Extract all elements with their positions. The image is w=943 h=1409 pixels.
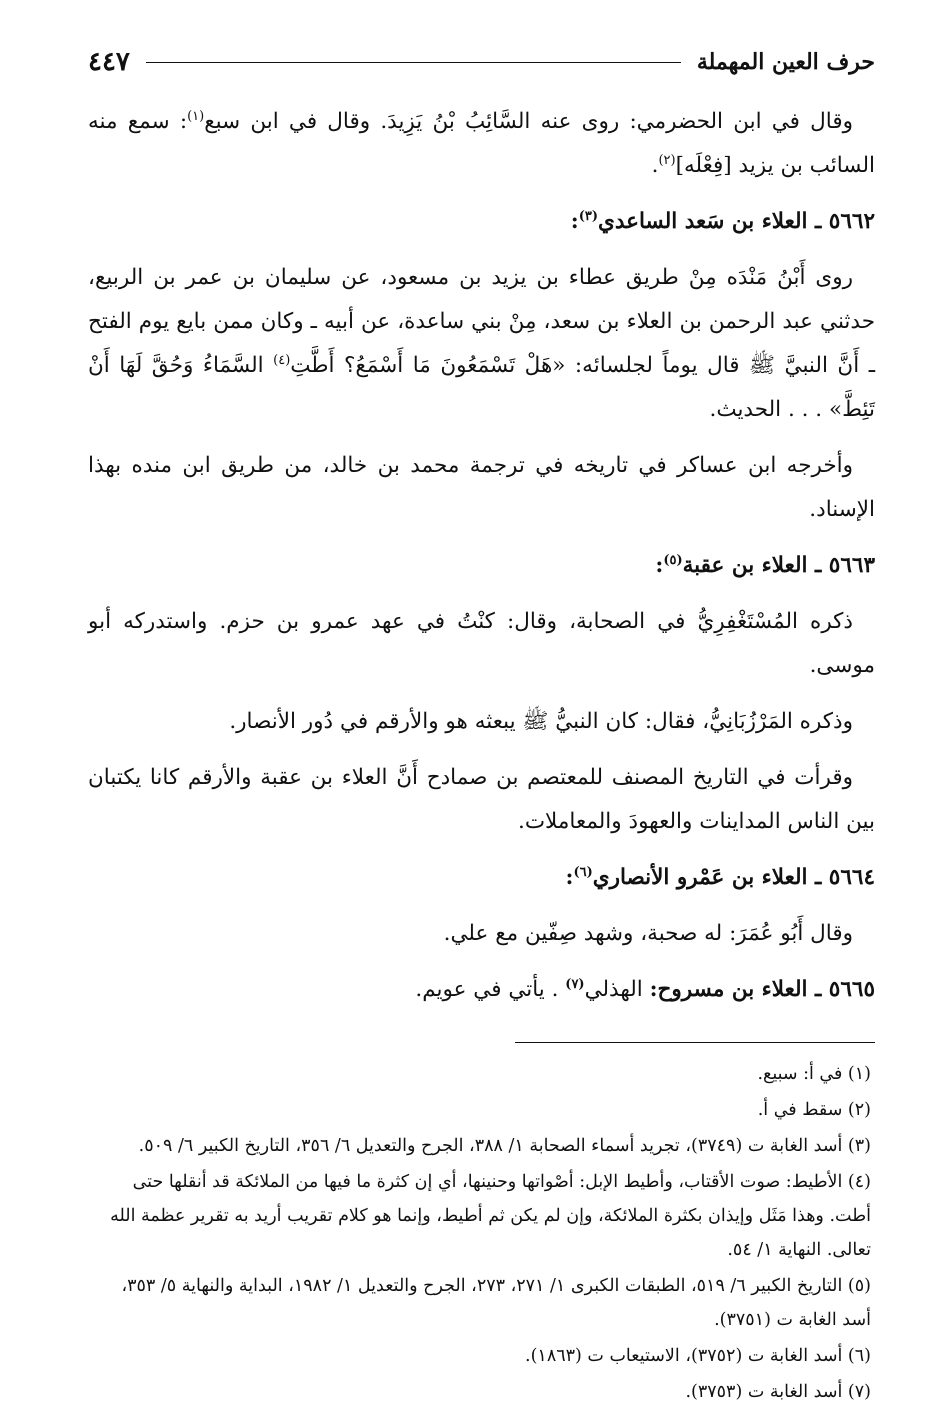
- footnote-ref[interactable]: (٧): [565, 976, 585, 992]
- entry-title: ٥٦٦٣ ـ العلاء بن عقبة: [682, 553, 875, 578]
- paragraph-text: السَّمَاءُ وَحُقَّ لَهَا أَنْ تَئِطَّ» . . . الحديث.: [88, 353, 875, 422]
- footnotes: [88, 1057, 875, 1409]
- paragraph-7: وقال أَبُو عُمَرَ: له صحبة، وشهد صِفّين مع علي.: [443, 921, 853, 946]
- entry-title: ٥٦٦٤ ـ العلاء بن عَمْرو الأنصاري: [592, 865, 875, 890]
- entry-colon: :: [570, 209, 579, 234]
- footnote-ref[interactable]: (٥): [663, 552, 683, 568]
- paragraph-text: : سمع منه السائب بن يزيد [فِعْلَه]: [88, 109, 875, 178]
- footnote-6: (٦) أسد الغابة ت (٣٧٥٢)، الاستيعاب ت (١٨٦٣).: [525, 1346, 871, 1366]
- paragraph-3: وأخرجه ابن عساكر في تاريخه في ترجمة محمد بن خالد، من طريق ابن منده بهذا الإسناد.: [88, 453, 875, 522]
- paragraph-4: ذكره المُسْتَغْفِرِيُّ في الصحابة، وقال: كنْتُ في عهد عمرو بن حزم. واستدركه أبو موسى.: [88, 609, 875, 678]
- footnote-ref[interactable]: (٢): [658, 152, 676, 168]
- entry-5662-heading: [88, 200, 875, 244]
- entry-colon: :: [565, 865, 574, 890]
- entry-title: ٥٦٦٥ ـ العلاء بن مسروح:: [649, 977, 875, 1002]
- page-number: ٤٤٧: [88, 47, 130, 77]
- entry-title: ٥٦٦٢ ـ العلاء بن سَعد الساعدي: [598, 209, 875, 234]
- footnote-ref[interactable]: (٦): [573, 864, 593, 880]
- footnote-5: (٥) التاريخ الكبير ٦/ ٥١٩، الطبقات الكبرى ١/ ٢٧١، ٢٧٣، الجرح والتعديل ١/ ١٩٨٢، البداية والنهاية ٥/ ٣٥٣، أسد الغابة ت (٣٧٥١).: [121, 1276, 871, 1330]
- entry-text: الهذلي: [584, 977, 650, 1002]
- paragraph-1: [88, 100, 875, 188]
- footnote-4: (٤) الأطيط: صوت الأقتاب، وأطيط الإبل: أصْواتها وحنينها، أي إن كثرة ما فيها من الملائكة قد أنقلها حتى أطت. وهذا مَثَل وإيذان بكثرة الملائكة، وإن لم يكن ثم أطيط، وإنما هو كلام تقريب أريد به تقرير عظمة الله تعالى. النهاية ١/ ٥٤.: [110, 1172, 871, 1260]
- footnote-ref[interactable]: (٤): [273, 352, 291, 368]
- paragraph-2: [88, 256, 875, 432]
- entry-5665-heading: [88, 968, 875, 1012]
- paragraph-text: .: [651, 153, 659, 178]
- main-text: [88, 100, 875, 1012]
- footnote-ref[interactable]: (١): [187, 108, 205, 124]
- entry-text: . يأتي في عويم.: [415, 977, 566, 1002]
- footnote-1: (١) في أ: سبيع.: [757, 1064, 871, 1084]
- paragraph-6: وقرأت في التاريخ المصنف للمعتصم بن صمادح أَنَّ العلاء بن عقبة والأرقم كانا يكتبان بين الناس المداينات والعهودَ والمعاملات.: [88, 765, 875, 834]
- entry-5664-heading: [88, 856, 875, 900]
- chapter-title: حرف العين المهملة: [696, 49, 875, 75]
- paragraph-text: روى أَبْنُ مَنْدَه مِنْ طريق عطاء بن يزيد بن مسعود، عن سليمان بن عمر بن الربيع، حدثني عبد الرحمن بن العلاء بن سعد، مِنْ بني ساعدة، عن أبيه ـ وكان ممن بايع يوم الفتح ـ أَنَّ النبيَّ ﷺ قال يوماً لجلسائه: «هَلْ تَسْمَعُونَ مَا أَسْمَعُ؟ أَطَّتِ: [88, 265, 875, 378]
- footnote-3: (٣) أسد الغابة ت (٣٧٤٩)، تجريد أسماء الصحابة ١/ ٣٨٨، الجرح والتعديل ٦/ ٣٥٦، التاريخ الكبير ٦/ ٥٠٩.: [138, 1136, 871, 1156]
- footnote-2: (٢) سقط في أ.: [757, 1100, 871, 1120]
- entry-colon: :: [655, 553, 664, 578]
- paragraph-text: وقال في ابن الحضرمي: روى عنه السَّائِبُ بْنُ يَزِيدَ. وقال في ابن سبع: [204, 109, 853, 134]
- page-header: [88, 42, 875, 82]
- entry-5663-heading: [88, 544, 875, 588]
- header-rule: [146, 62, 681, 63]
- paragraph-5: وذكره المَرْزُبَانِيُّ، فقال: كان النبيُّ ﷺ يبعثه هو والأرقم في دُور الأنصار.: [229, 709, 853, 734]
- footnote-ref[interactable]: (٣): [578, 208, 599, 224]
- footnote-7: (٧) أسد الغابة ت (٣٧٥٣).: [685, 1382, 871, 1402]
- footnote-separator: [515, 1042, 875, 1043]
